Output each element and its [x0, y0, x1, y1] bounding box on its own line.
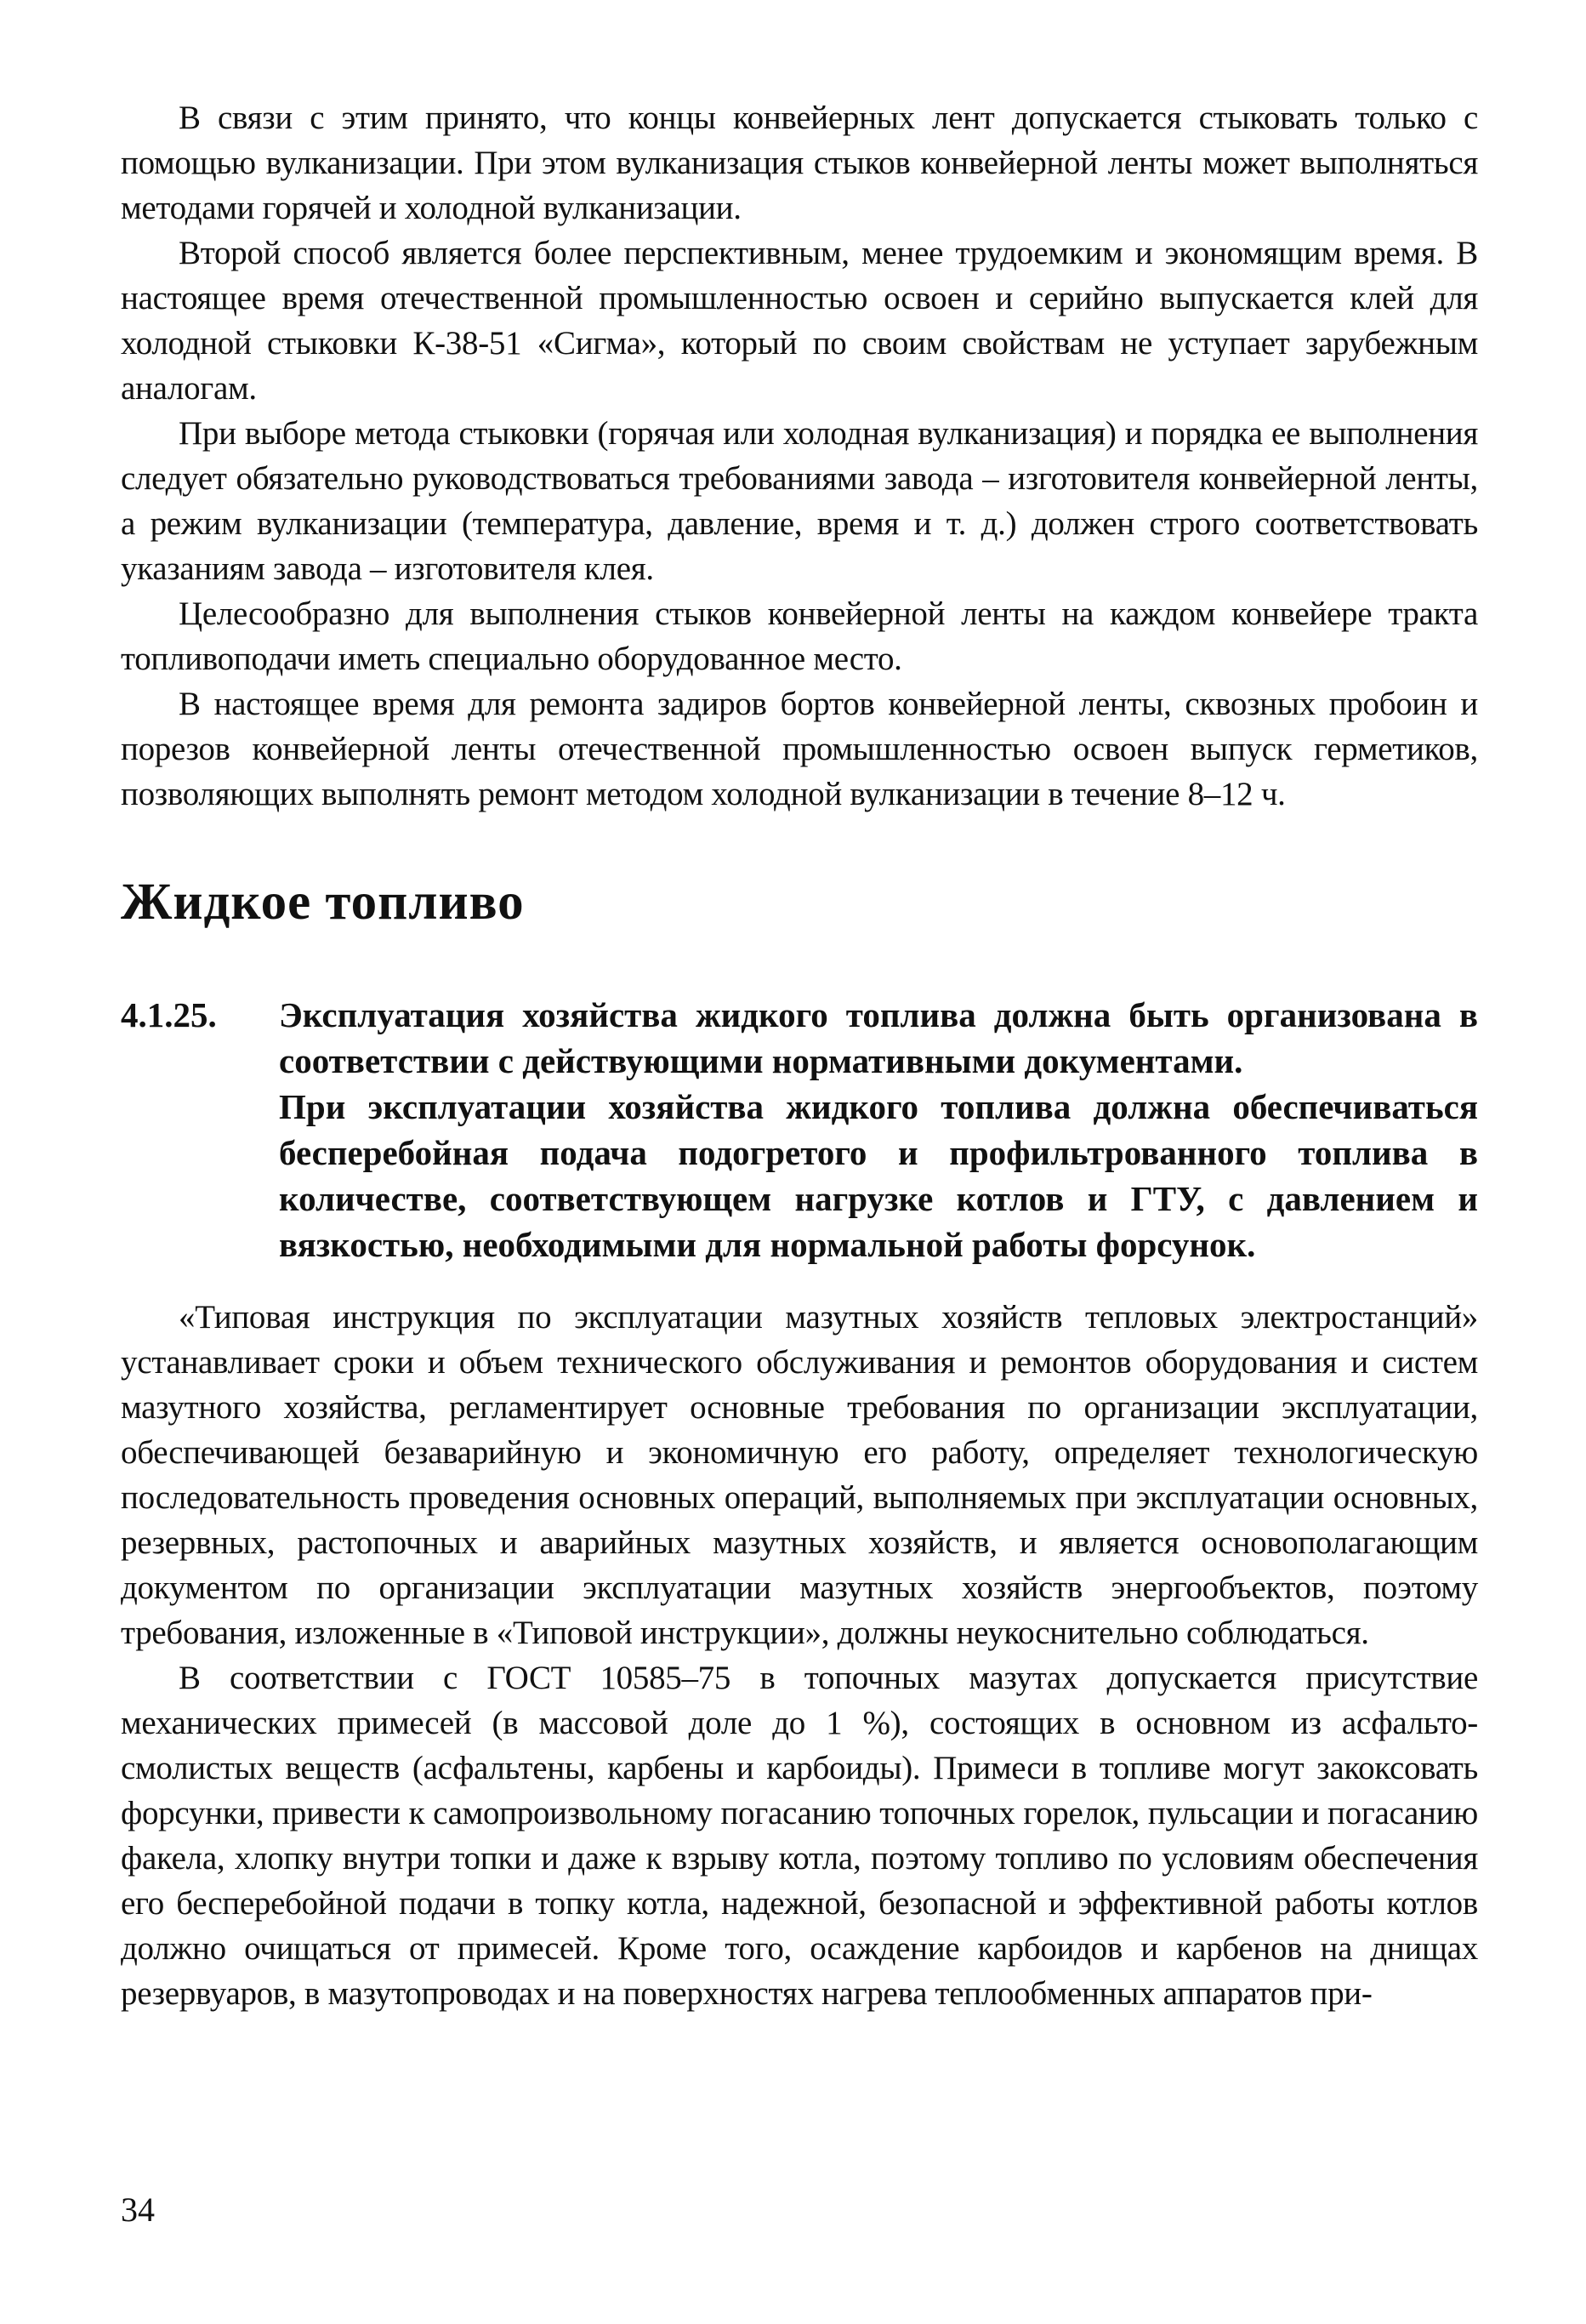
intro-paragraph-2: Второй способ является более перспективным, менее трудоемким и экономящим время. В настоящее время отечественной промышленностью освоен и серийно выпускается клей для холодной стыковки К-38-51 «Сигма», который по своим свойствам не уступает зарубежным аналогам.: [121, 235, 1478, 407]
intro-paragraph-5: В настоящее время для ремонта задиров бортов конвейерной ленты, сквозных пробоин и порезов конвейерной ленты отечественной промышленностью освоен выпуск герметиков, позволяющих выполнять ремонт методом холодной вулканизации в течение 8–12 ч.: [121, 686, 1478, 812]
intro-paragraph-1: В связи с этим принято, что концы конвейерных лент допускается стыковать только с помощью вулканизации. При этом вулканизация стыков конвейерной ленты может выполняться методами горячей и холодной вулканизации.: [121, 100, 1478, 226]
body-text: [121, 1295, 1478, 2016]
page-number: 34: [121, 2190, 155, 2229]
clause-body: [279, 992, 1478, 1267]
clause-paragraph-1: Эксплуатация хозяйства жидкого топлива должна быть организована в соответствии с действующими нормативными документами.: [279, 995, 1478, 1080]
intro-paragraph-3: При выборе метода стыковки (горячая или холодная вулканизация) и порядка ее выполнения следует обязательно руководствоваться требованиями завода – изготовителя конвейерной ленты, а режим вулканизации (температура, давление, время и т. д.) должен строго соответствовать указаниям завода – изготовителя клея.: [121, 415, 1478, 587]
clause-4-1-25: [121, 992, 1478, 1267]
intro-paragraph-4: Целесообразно для выполнения стыков конвейерной ленты на каждом конвейере тракта топливоподачи иметь специально оборудованное место.: [121, 595, 1478, 677]
document-page: [121, 95, 1478, 2016]
section-title: Жидкое топливо: [121, 874, 525, 931]
clause-paragraph-2: При эксплуатации хозяйства жидкого топлива должна обеспечиваться бесперебойная подача подогретого и профильтрованного топлива в количестве, соответствующем нагрузке котлов и ГТУ, с давлением и вязкостью, необходимыми для нормальной работы форсунок.: [279, 1087, 1478, 1264]
body-paragraph-1: «Типовая инструкция по эксплуатации мазутных хозяйств тепловых электростанций» устанавливает сроки и объем технического обслуживания и ремонтов оборудования и систем мазутного хозяйства, регламентирует основные требования по организации эксплуатации, обеспечивающей безаварийную и экономичную его работу, определяет технологическую последовательность проведения основных операций, выполняемых при эксплуатации основных, резервных, растопочных и аварийных мазутных хозяйств, и является основополагающим документом по организации эксплуатации мазутных хозяйств энергообъектов, поэтому требования, изложенные в «Типовой инструкции», должны неукоснительно соблюдаться.: [121, 1299, 1478, 1651]
clause-number: 4.1.25.: [121, 995, 217, 1034]
body-paragraph-2: В соответствии с ГОСТ 10585–75 в топочных мазутах допускается присутствие механических примесей (в массовой доле до 1 %), состоящих в основном из асфальто-смолистых веществ (асфальтены, карбены и карбоиды). Примеси в топливе могут закоксовать форсунки, привести к самопроизвольному погасанию топочных горелок, пульсации и погасанию факела, хлопку внутри топки и даже к взрыву котла, поэтому топливо по условиям обеспечения его бесперебойной подачи в топку котла, надежной, безопасной и эффективной работы котлов должно очищаться от примесей. Кроме того, осаждение карбоидов и карбенов на днищах резервуаров, в мазутопроводах и на поверхностях нагрева теплообменных аппаратов при-: [121, 1660, 1478, 2012]
